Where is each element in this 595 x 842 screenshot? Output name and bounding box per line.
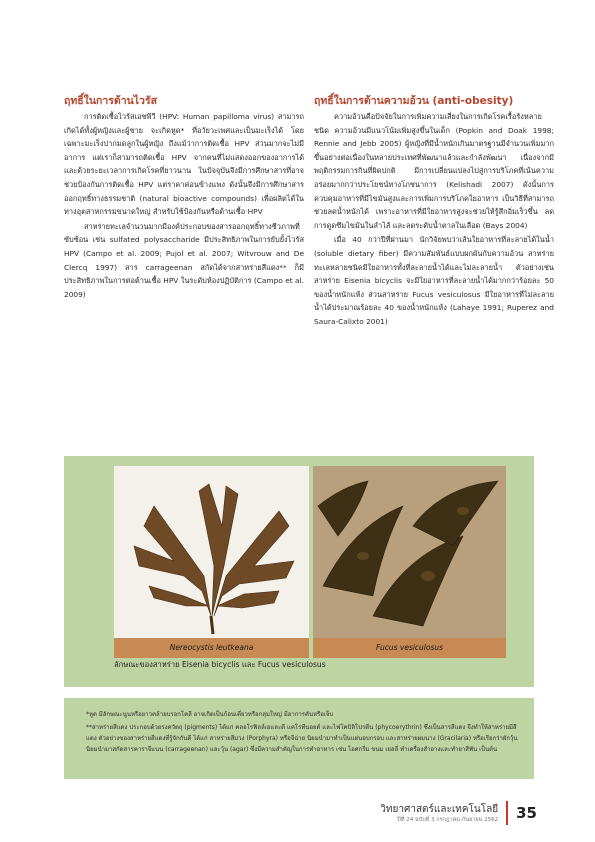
page-footer: [380, 800, 537, 826]
photo-label: Nereocystis leutkeana: [114, 638, 309, 658]
seaweed-figure: [64, 456, 534, 687]
issue-info: ปีที่ 24 ฉบับที่ 3 กรกฎาคม-กันยายน 2562: [397, 816, 499, 823]
journal-title: วิทยาศาสตร์และเทคโนโลยี: [380, 803, 499, 815]
paragraph: เมื่อ 40 กว่าปีที่ผ่านมา นักวิจัยพบว่าเส้นใยอาหารที่ละลายได้ในน้ำ (soluble dietary fiber) มีความสัมพันธ์แบบผกผันกับความอ้วน สาหร่ายทะเลหลายชนิดมีใยอาหารทั้งที่ละลายน้ำได้และไม่ละลายน้ำ ตัวอย่างเช่น สาหร่าย Eisenia bicyclis จะมีใยอาหารที่ละลายน้ำได้มากกว่าร้อยละ 50 ของน้ำหนักแห้ง ส่วนสาหร่าย Fucus vesiculosus มีใยอาหารที่ไม่ละลายน้ำได้ประมาณร้อยละ 40 ของน้ำหนักแห้ง (Lahaye 1991; Ruperez and Saura-Calixto 2001): [314, 235, 554, 326]
right-column: [314, 94, 554, 329]
section-heading-antiviral: ฤทธิ์ในการต้านไวรัส: [64, 95, 158, 107]
photo-label: Fucus vesiculosus: [313, 638, 506, 658]
page-number: 35: [516, 804, 537, 822]
figure-caption: ลักษณะของสาหร่าย Eisenia bicyclis และ Fucus vesiculosus: [114, 660, 326, 669]
fucus-photo: [313, 466, 506, 658]
left-column: [64, 94, 304, 301]
footer-divider: [506, 801, 508, 825]
brown-kelp-illustration: [114, 466, 309, 638]
footnote: *หูด มีลักษณะนูนหรือยาวคล้ายบรอกโคลี อาจเกิดเป็นก้อนเดี่ยวหรือกลุ่มใหญ่ มีอาการคันหรือเจ็บ: [86, 711, 334, 718]
section-heading-anti-obesity: ฤทธิ์ในการต้านความอ้วน (anti-obesity): [314, 95, 514, 107]
footnotes-box: [64, 698, 534, 779]
fucus-seaweed-illustration: [313, 466, 506, 638]
nereocystis-photo: [114, 466, 309, 658]
paragraph: สาหร่ายทะเลจำนวนมากมีองค์ประกอบของสารออกฤทธิ์ทางชีวภาพที่ซับซ้อน เช่น sulfated polysaccharide มีประสิทธิภาพในการยับยั้งไวรัส HPV (Campo et al. 2009; Pujol et al. 2007; Witvrouw and De Clercq 1997) สาร carrageenan สกัดได้จากสาหร่ายสีแดง** ก็มีประสิทธิภาพในการต่อต้านเชื้อ HPV ในระดับห้องปฏิบัติการ (Campo et al. 2009): [64, 221, 304, 299]
paragraph: ความอ้วนคือปัจจัยในการเพิ่มความเสี่ยงในการเกิดโรคเรื้อรังหลายชนิด ความอ้วนมีแนวโน้มเพิ่มสูงขึ้นในเด็ก (Popkin and Doak 1998; Rennie and Jebb 2005) ผู้หญิงที่มีน้ำหนักเกินมาตรฐานมีจำนวนเพิ่มมากขึ้นอย่างต่อเนื่องในหลายประเทศที่พัฒนาแล้วและกำลังพัฒนา เนื่องจากมีพฤติกรรมการกินที่ผิดปกติ มีการเปลี่ยนแปลงไปสู่การบริโภคที่เน้นความอร่อยมากกว่าประโยชน์ทางโภชนาการ (Kelishadi 2007) ดังนั้นการควบคุมอาหารที่มีไขมันสูงและการเพิ่มการบริโภคใยอาหาร เป็นวิธีที่สามารถช่วยลดน้ำหนักได้ เพราะอาหารที่มีใยอาหารสูงจะช่วยให้รู้สึกอิ่มเร็วขึ้น ลดการดูดซึมไขมันในลำไส้ และลดระดับน้ำตาลในเลือด (Bays 2004): [314, 112, 554, 230]
paragraph: การติดเชื้อไวรัสเอชพีวี (HPV: Human papilloma virus) สามารถเกิดได้ทั้งผู้หญิงและผู้ชาย จะเกิดหูด* ที่อวัยวะเพศและเป็นมะเร็งได้ โดยเฉพาะมะเร็งปากมดลูกในผู้หญิง ถึงแม้ว่าการติดเชื้อ HPV ส่วนมากจะไม่มีอาการ แต่เราก็สามารถติดเชื้อ HPV จากคนที่ไม่แสดงออกของอาการได้ และด้วยระยะเวลาการเกิดโรคที่ยาวนาน ในปัจจุบันจึงมีการศึกษาสารที่อาจช่วยป้องกันการติดเชื้อ HPV แต่ราคาค่อนข้างแพง ดังนั้นจึงมีการศึกษาสารออกฤทธิ์ทางธรรมชาติ (natural bioactive compounds) เพื่อผลิตได้ในทางอุตสาหกรรมขนาดใหญ่ สำหรับใช้ป้องกันหรือต้านเชื้อ HPV: [64, 112, 304, 217]
footnote: **สาหร่ายสีแดง ประกอบด้วยรงควัตถุ (pigments) ได้แก่ คลอโรฟิลล์เอและดี แคโรทีนอยด์ และไฟโคบิลิโปรตีน (phycoerythrin) ซึ่งเป็นสารสีแดง จึงทำให้สาหร่ายมีสีแดง ตัวอย่างของสาหร่ายสีแดงที่รู้จักกันดี ได้แก่ สาหร่ายสีม่วง (Porphyra) หรือจีฉ่าย นิยมนำมาทำเป็นแผ่นอบกรอบ และสาหร่ายผมนาง (Gracilaria) หรือเรียกว่าผักวุ้น นิยมนำมาสกัดสารคาราจีแนน (carrageenan) และวุ้น (agar) ซึ่งมีความสำคัญในการทำอาหาร เช่น ไอศกรีม ขนม เยลลี่ ทำเครื่องสำอางและทำยาสีฟัน เป็นต้น: [86, 724, 518, 753]
